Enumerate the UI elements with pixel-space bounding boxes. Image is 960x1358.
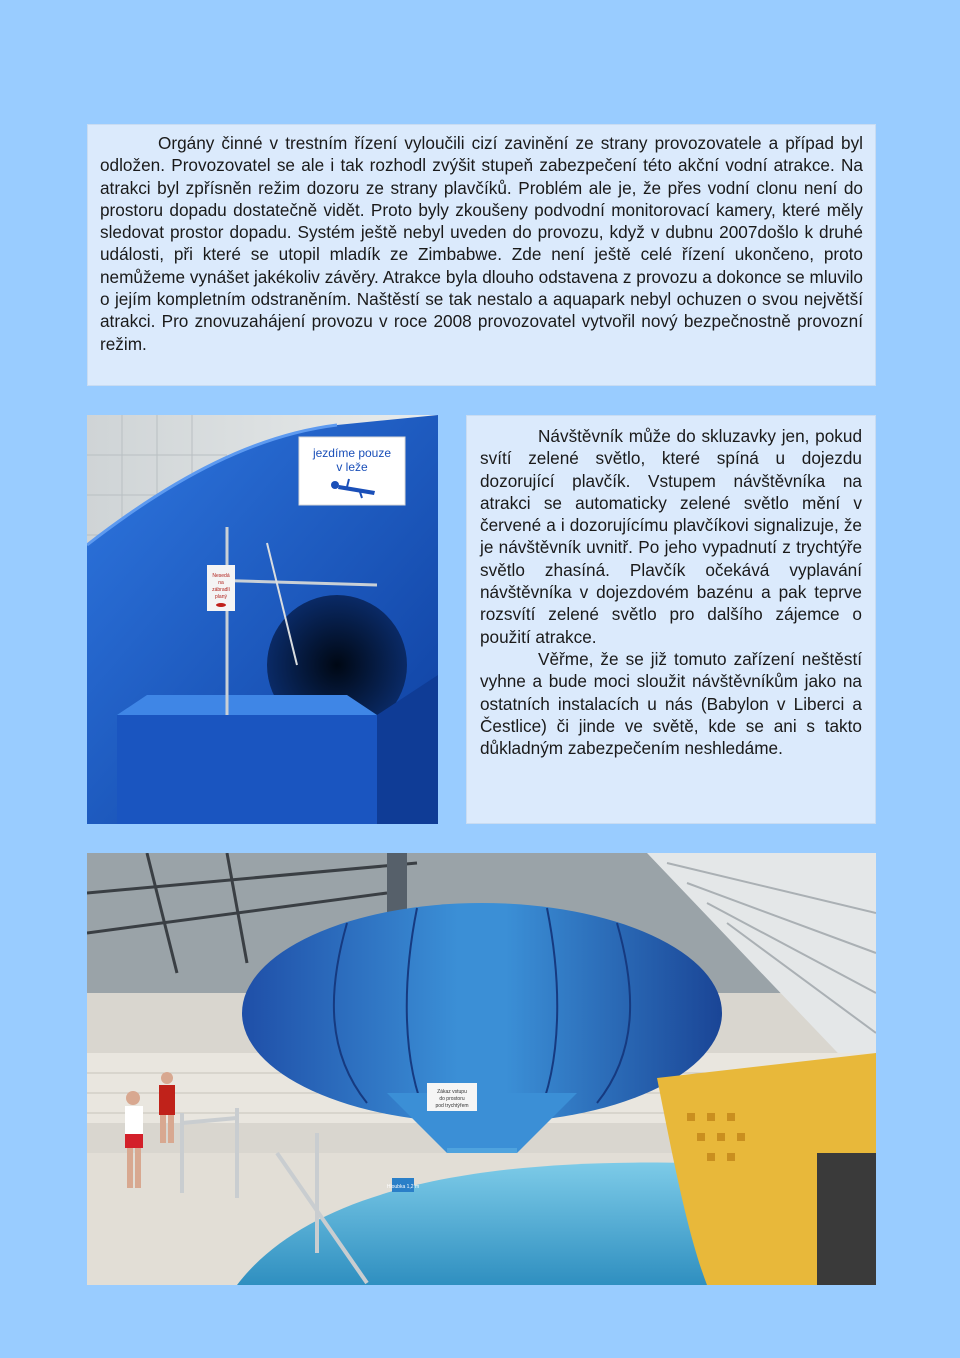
pool-funnel-photo xyxy=(87,853,876,1285)
slide-sign-line2: v leže xyxy=(336,460,368,474)
lips-icon xyxy=(216,603,226,607)
slide-photo xyxy=(87,415,438,824)
small-sign-l4: planý xyxy=(215,594,227,600)
side-paragraph-1: Návštěvník může do skluzavky jen, pokud svítí zelené světlo, které spíná u dojezdu dozorující plavčík. Vstupem návštěvníka na atrakci se automaticky zelené světlo mění v červené a i dozorujícímu plavčíkovi signalizuje, že je návštěvník uvnitř. Po jeho vypadnutí z trychtýře světlo zhasíná. Plavčík očekává vyplavání návštěvníka v dojezdovém bazénu a pak teprve rozsvítí zelené světlo pro dalšího zájemce o použití atrakce. xyxy=(480,426,862,647)
notice-line2: do prostoru xyxy=(439,1096,465,1102)
small-sign-l2: na xyxy=(218,580,224,586)
side-paragraph-2: Věřme, že se již tomuto zařízení neštěstí vyhne a bude moci sloužit návštěvníkům jako na ostatních instalacích u nás (Babylon v Liberci a Čestlice) či jinde ve světě, kde se ani s takto důkladným zabezpečením neshledáme. xyxy=(480,648,862,759)
notice-line1: Zákaz vstupu xyxy=(437,1089,467,1095)
side-text-box xyxy=(466,415,876,824)
top-paragraph: Orgány činné v trestním řízení vyloučili cizí zavinění ze strany provozovatele a případ byl odložen. Provozovatel se ale i tak rozhodl zvýšit stupeň zabezpečení této akční vodní atrakce. Na atrakci byl zpřísněn režim dozoru ze strany plavčíků. Problém ale je, že přes vodní clonu není do prostoru dopadu dostatečně vidět. Proto byly zkoušeny podvodní monitorovací kamery, které měly sledovat prostor dopadu. Systém ještě nebyl uveden do provozu, když v dubnu 2007došlo k druhé události, při které se utopil mladík ze Zimbabwe. Zde není ještě celé řízení ukončeno, proto nemůžeme vynášet jakékoliv závěry. Atrakce byla dlouho odstavena z provozu a dokonce se mluvilo o jejím kompletním odstraněním. Naštěstí se tak nestalo a aquapark nebyl ochuzen o svou největší atrakci. Pro znovuzahájení provozu v roce 2008 provozovatel vytvořil nový bezpečnostně provozní režim. xyxy=(100,133,863,354)
top-text-box xyxy=(87,124,876,386)
depth-sign: Hloubka 1,2 m xyxy=(386,1184,420,1190)
small-sign-l3: zábradlí xyxy=(212,587,230,593)
small-sign-l1: Nesedá xyxy=(212,573,230,579)
slide-sign-line1: jezdíme pouze xyxy=(312,446,392,460)
notice-line3: pod trychtýřem xyxy=(435,1103,469,1109)
